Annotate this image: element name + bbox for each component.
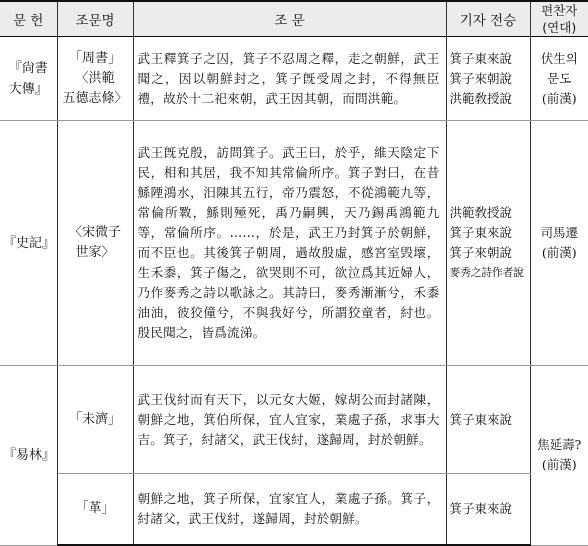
transmission-cell bbox=[446, 121, 530, 366]
transmission-cell bbox=[446, 37, 530, 121]
source-cell bbox=[0, 37, 57, 121]
text-cell: 朝鮮之地，箕子所保，宜家宜人，業處子孫。箕子，紂諸父，武王伐紂，遂歸周，封於朝鮮。 bbox=[133, 474, 446, 546]
transmission-item: 洪範敎授說 bbox=[450, 89, 527, 109]
chapter-cell bbox=[57, 37, 133, 121]
chapter-line: 五德志條〉 bbox=[62, 89, 129, 109]
header-transmission: 기자 전승 bbox=[446, 1, 530, 37]
chapter-cell bbox=[57, 474, 133, 546]
chapter-cell bbox=[57, 366, 133, 474]
transmission-item: 箕子東來說 bbox=[450, 410, 527, 430]
transmission-item: 箕子東來說 bbox=[450, 223, 527, 243]
compiler-cell bbox=[530, 366, 588, 546]
source-cell bbox=[0, 366, 57, 546]
source-line: 『史記』 bbox=[3, 233, 54, 254]
table-row bbox=[0, 121, 588, 366]
chapter-line: 世家〉 bbox=[62, 243, 129, 263]
source-line: 『尙書 bbox=[3, 58, 54, 79]
header-compiler-era: (연대) bbox=[531, 19, 588, 36]
chapter-line: 「未濟」 bbox=[62, 410, 129, 430]
text-cell: 武王旣克殷，訪問箕子。武王曰，於乎，維天陰定下民，相和其居，我不知其常倫所序。箕子對曰，在昔鯀陻鴻水，汨陳其五行，帝乃震怒，不從鴻範九等，常倫所斁，鯀則殛死，禹乃嗣興，天乃錫禹鴻範九等，常倫所序。……，於是，武王乃封箕子於朝鮮，而不臣也。其後箕子朝周，過故殷虛，感宮室毁壞，生禾黍，箕子傷之，欲哭則不可，欲泣爲其近婦人，乃作麥秀之詩以歌詠之。其詩曰，麥秀漸漸兮，禾黍油油，彼狡僮兮，不與我好兮，所謂狡童者，紂也。殷民聞之，皆爲流涕。 bbox=[133, 121, 446, 366]
header-compiler bbox=[530, 1, 588, 37]
transmission-item: 箕子來朝說 bbox=[450, 69, 527, 89]
transmission-item: 箕子東來說 bbox=[450, 49, 527, 69]
source-line: 『易林』 bbox=[3, 445, 54, 466]
header-text: 조 문 bbox=[133, 1, 446, 37]
compiler-line: (前漢) bbox=[533, 243, 587, 263]
compiler-cell bbox=[530, 121, 588, 366]
text-cell: 武王釋箕子之囚，箕子不忍周之釋，走之朝鮮，武王聞之，因以朝鮮封之，箕子旣受周之封，不得無臣禮，故於十二祀來朝，武王因其朝，而問洪範。 bbox=[133, 37, 446, 121]
transmission-cell bbox=[446, 366, 530, 474]
chapter-line: 「周書」 bbox=[62, 49, 129, 69]
chapter-cell bbox=[57, 121, 133, 366]
header-compiler-title: 편찬자 bbox=[531, 2, 588, 19]
compiler-line: 문도 bbox=[533, 69, 587, 89]
compiler-cell bbox=[530, 37, 588, 121]
transmission-cell bbox=[446, 474, 530, 546]
source-line: 大傳』 bbox=[3, 79, 54, 100]
chapter-line: 〈洪範 bbox=[62, 69, 129, 89]
header-source: 문 헌 bbox=[0, 1, 57, 37]
table-row bbox=[0, 37, 588, 121]
compiler-line: 焦延壽? bbox=[533, 435, 587, 455]
header-chapter: 조문명 bbox=[57, 1, 133, 37]
compiler-line: 司馬遷 bbox=[533, 223, 587, 243]
transmission-item: 箕子來朝說 bbox=[450, 243, 527, 263]
chapter-line: 〈宋微子 bbox=[62, 223, 129, 243]
chapter-line: 「革」 bbox=[62, 499, 129, 519]
compiler-line: (前漢) bbox=[533, 455, 587, 475]
compiler-line: (前漢) bbox=[533, 89, 587, 109]
table-row bbox=[0, 366, 588, 474]
transmission-item: 麥秀之詩作者說 bbox=[450, 263, 527, 283]
table-header-row bbox=[0, 1, 588, 37]
compiler-line: 伏生의 bbox=[533, 49, 587, 69]
source-cell bbox=[0, 121, 57, 366]
table-row bbox=[0, 474, 588, 546]
transmission-item: 箕子東來說 bbox=[450, 499, 527, 519]
transmission-item: 洪範敎授說 bbox=[450, 203, 527, 223]
text-cell: 武王伐紂而有天下，以元女大姬，嫁胡公而封諸陳，朝鮮之地，箕伯所保，宜人宜家，業處子孫，求事大吉。箕子，紂諸父，武王伐紂，遂歸周，封於朝鮮。 bbox=[133, 366, 446, 474]
